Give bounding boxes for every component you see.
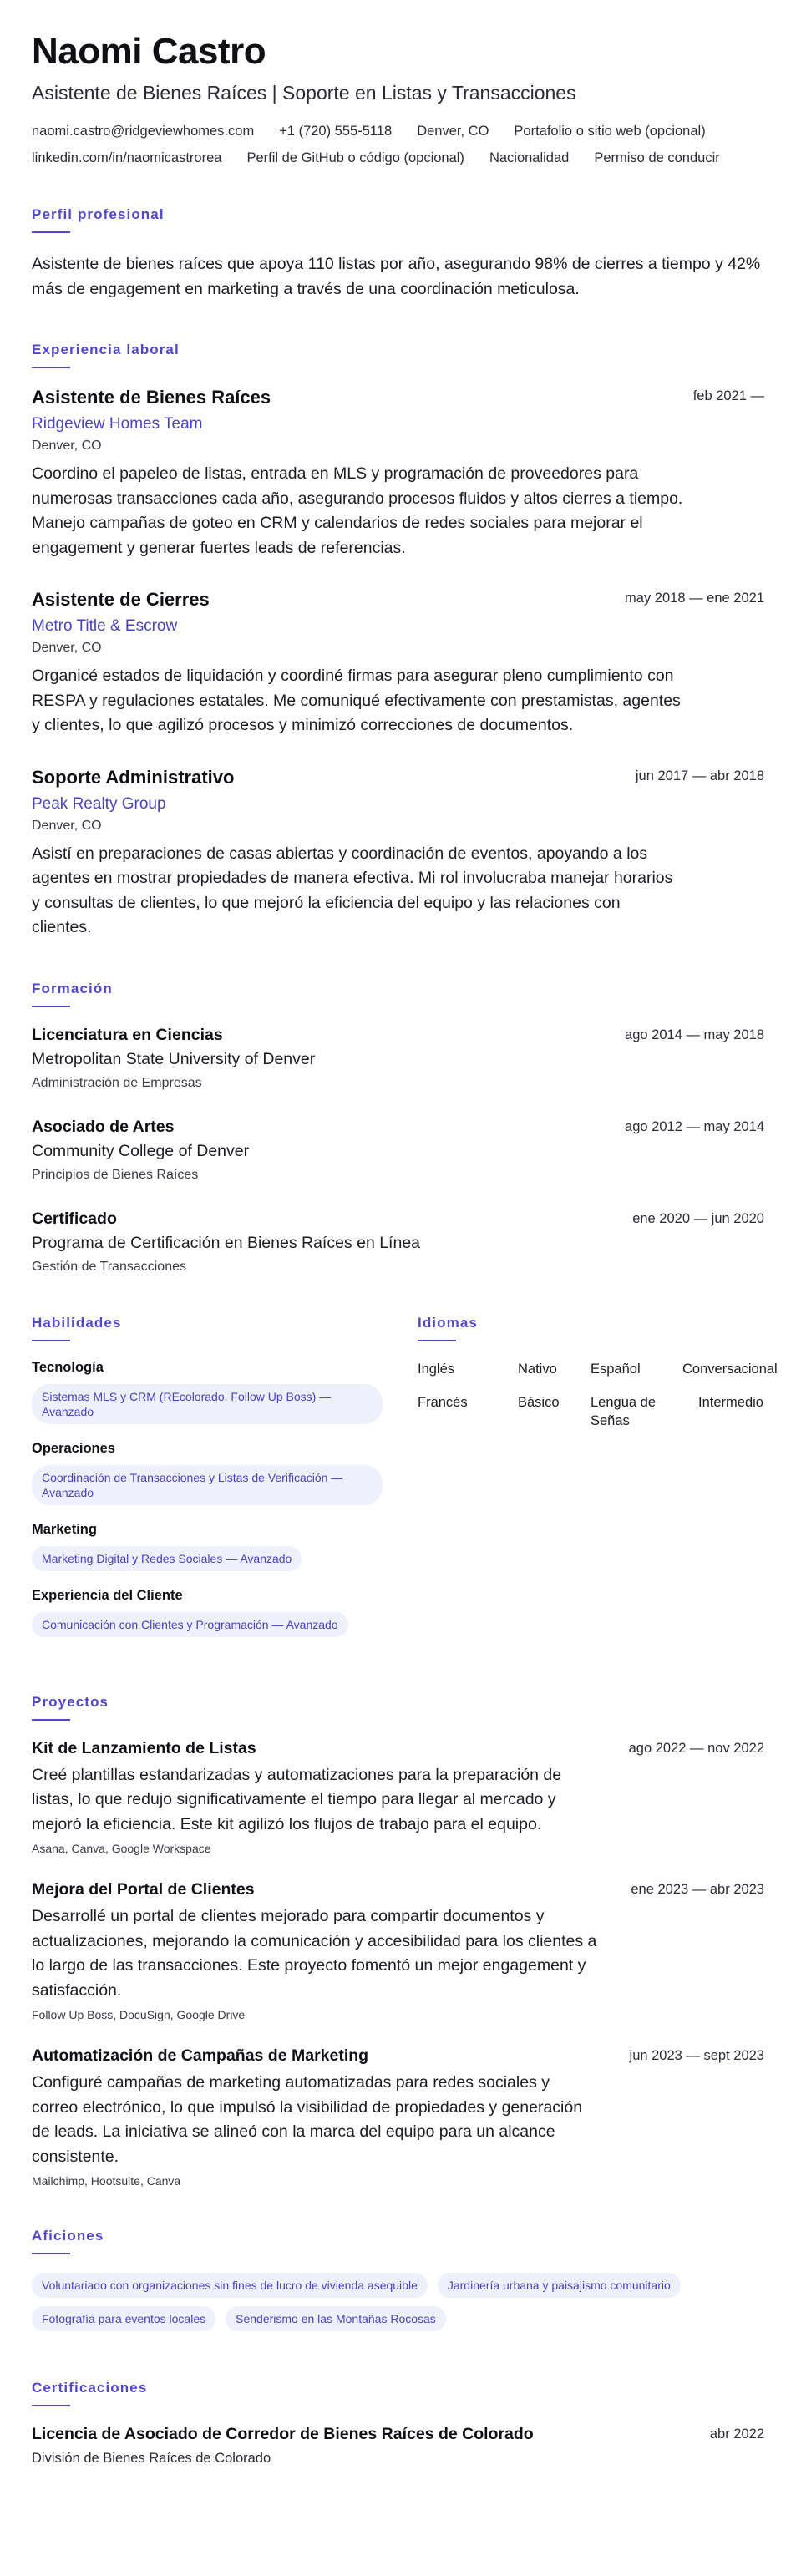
language-item [418, 1393, 591, 1430]
certification-name: Licencia de Asociado de Corredor de Bienes Raíces de Colorado [32, 2425, 534, 2444]
education-school: Community College of Denver [32, 1141, 250, 1160]
hobby-chip: Fotografía para eventos locales [32, 2306, 215, 2331]
profile-section [32, 206, 764, 302]
project-title: Mejora del Portal de Clientes [32, 1880, 255, 1899]
project-description: Configuré campañas de marketing automatizadas para redes sociales y correo electrónico, lo que impulsó la visibilidad de propiedades y generación de leads. La iniciativa se alineó con la marca del equipo para un alcance consistente. [32, 2073, 583, 2166]
hobby-chip: Jardinería urbana y paisajismo comunitario [438, 2273, 681, 2298]
section-title: Perfil profesional [32, 206, 165, 223]
project-entry [32, 2046, 764, 2188]
skill-group [32, 1360, 384, 1424]
skill-chip: Sistemas MLS y CRM (REcolorado, Follow Up Boss) — Avanzado [32, 1384, 383, 1424]
profile-summary: Asistente de bienes raíces que apoya 110 listas por año, asegurando 98% de cierres a tiempo y 42% más de engagement en marketing a través de una coordinación meticulosa. [32, 255, 761, 299]
project-entry [32, 1880, 764, 2021]
job-company: Metro Title & Escrow [32, 617, 178, 636]
project-title: Automatización de Campañas de Marketing [32, 2046, 369, 2066]
job-description: Coordino el papeleo de listas, entrada en MLS y programación de proveedores para numerosas transacciones cada año, asegurando procesos fluidos y altos cierres a tiempo. Manejo campañas de goteo en CRM y calendarios de redes sociales para mejorar el engagement y generar fuertes leads de referencias. [32, 464, 683, 557]
education-dates: ago 2012 — may 2014 [625, 1118, 764, 1134]
language-row [418, 1393, 764, 1430]
job-company: Peak Realty Group [32, 794, 166, 813]
job-dates: may 2018 — ene 2021 [625, 591, 764, 606]
language-level: Intermedio [698, 1394, 763, 1410]
skill-category: Marketing [32, 1521, 97, 1537]
headline: Asistente de Bienes Raíces | Soporte en Listas y Transacciones [32, 82, 576, 104]
education-entry [32, 1118, 764, 1183]
education-field: Administración de Empresas [32, 1075, 202, 1090]
language-name: Inglés [418, 1361, 455, 1377]
job-title: Asistente de Bienes Raíces [32, 387, 271, 408]
project-dates: ene 2023 — abr 2023 [631, 1882, 764, 1898]
hobby-chip: Senderismo en las Montañas Rocosas [226, 2306, 446, 2331]
resume-header [32, 32, 764, 166]
section-title: Idiomas [418, 1314, 478, 1331]
job-description: Organicé estados de liquidación y coordiné firmas para asegurar pleno cumplimiento con RESPA y regulaciones estatales. Me comuniqué efectivamente con prestamistas, agentes y clientes, lo que agilizó procesos y minimizó correcciones de documentos. [32, 667, 681, 735]
section-title: Proyectos [32, 1693, 109, 1710]
section-divider [32, 2405, 70, 2406]
certification-date: abr 2022 [709, 2426, 764, 2442]
section-title: Certificaciones [32, 2380, 148, 2396]
project-tools: Asana, Canva, Google Workspace [32, 1842, 211, 1856]
skill-category: Operaciones [32, 1440, 115, 1456]
projects-section [32, 1694, 764, 2188]
project-description: Creé plantillas estandarizadas y automatizaciones para la preparación de listas, lo que redujo significativamente el tiempo para llegar al mercado y mejoró la eficiencia. Este kit agilizó los flujos de trabajo para el equipo. [32, 1765, 562, 1833]
contact-portfolio[interactable]: Portafolio o sitio web (opcional) [514, 124, 706, 139]
language-name: Francés [418, 1394, 468, 1410]
candidate-name: Naomi Castro [32, 31, 266, 72]
language-item [418, 1360, 591, 1378]
language-name: Lengua de Señas [591, 1394, 656, 1428]
hobby-chip: Voluntariado con organizaciones sin fines de lucro de vivienda asequible [32, 2273, 428, 2298]
job-title: Asistente de Cierres [32, 589, 210, 611]
education-section [32, 981, 764, 1275]
language-row [418, 1360, 778, 1378]
hobby-list [32, 2273, 767, 2340]
language-level: Básico [518, 1394, 560, 1410]
skill-chip: Comunicación con Clientes y Programación — Avanzado [32, 1612, 348, 1637]
contact-linkedin[interactable]: linkedin.com/in/naomicastrorea [32, 150, 222, 166]
contact-license: Permiso de conducir [594, 150, 720, 166]
education-dates: ene 2020 — jun 2020 [632, 1210, 764, 1226]
languages-section [418, 1314, 778, 1654]
skill-chip: Coordinación de Transacciones y Listas de Verificación — Avanzado [32, 1465, 383, 1505]
certifications-section [32, 2380, 764, 2467]
job-location: Denver, CO [32, 439, 102, 454]
skill-group [32, 1522, 384, 1571]
job-entry [32, 387, 764, 560]
certification-issuer: División de Bienes Raíces de Colorado [32, 2451, 271, 2467]
section-title: Experiencia laboral [32, 342, 180, 358]
section-divider [32, 2253, 70, 2254]
contact-nationality: Nacionalidad [489, 150, 570, 166]
experience-section [32, 342, 764, 941]
contact-phone: +1 (720) 555-5118 [279, 124, 393, 139]
job-entry [32, 767, 764, 941]
skill-category: Tecnología [32, 1359, 104, 1375]
section-divider [32, 1340, 70, 1341]
contact-location: Denver, CO [417, 124, 489, 139]
contact-github[interactable]: Perfil de GitHub o código (opcional) [246, 150, 464, 166]
education-degree: Certificado [32, 1209, 117, 1228]
education-field: Gestión de Transacciones [32, 1259, 186, 1274]
job-title: Soporte Administrativo [32, 766, 235, 788]
education-dates: ago 2014 — may 2018 [625, 1027, 764, 1042]
section-title: Aficiones [32, 2228, 104, 2244]
skills-languages-row [32, 1314, 778, 1654]
section-divider [32, 1719, 70, 1721]
skill-chip: Marketing Digital y Redes Sociales — Avanzado [32, 1546, 302, 1571]
job-dates: jun 2017 — abr 2018 [635, 768, 764, 783]
certification-entry [32, 2425, 764, 2467]
job-entry [32, 589, 764, 738]
section-divider [32, 1006, 70, 1007]
job-company: Ridgeview Homes Team [32, 415, 203, 434]
education-field: Principios de Bienes Raíces [32, 1167, 199, 1182]
job-dates: feb 2021 — [692, 388, 764, 404]
project-dates: jun 2023 — sept 2023 [629, 2048, 764, 2064]
skills-section [32, 1315, 384, 1654]
project-title: Kit de Lanzamiento de Listas [32, 1738, 256, 1757]
section-title: Habilidades [32, 1314, 122, 1331]
project-entry [32, 1739, 764, 1856]
project-tools: Follow Up Boss, DocuSign, Google Drive [32, 2008, 246, 2022]
education-entry [32, 1026, 764, 1091]
project-dates: ago 2022 — nov 2022 [628, 1740, 764, 1756]
education-degree: Licenciatura en Ciencias [32, 1025, 223, 1044]
education-entry [32, 1209, 764, 1275]
language-name: Español [591, 1361, 641, 1377]
hobbies-section [32, 2228, 764, 2340]
skill-category: Experiencia del Cliente [32, 1587, 183, 1603]
language-item [591, 1360, 778, 1378]
language-level: Nativo [518, 1361, 557, 1377]
language-item [591, 1393, 763, 1430]
language-level: Conversacional [682, 1361, 778, 1377]
education-school: Metropolitan State University of Denver [32, 1049, 316, 1068]
job-location: Denver, CO [32, 818, 102, 833]
section-divider [32, 231, 70, 233]
contact-list [32, 123, 750, 166]
contact-email[interactable]: naomi.castro@ridgeviewhomes.com [32, 124, 255, 139]
education-degree: Asociado de Artes [32, 1117, 175, 1136]
section-title: Formación [32, 980, 113, 996]
education-school: Programa de Certificación en Bienes Raíces en Línea [32, 1233, 421, 1252]
skill-group [32, 1588, 384, 1637]
job-description: Asistí en preparaciones de casas abiertas y coordinación de eventos, apoyando a los agentes en mostrar propiedades de manera efectiva. Mi rol involucraba manejar horarios y consultas de clientes, lo que mejoró la eficiencia del equipo y las relaciones con clientes. [32, 844, 673, 937]
section-divider [418, 1340, 456, 1341]
project-tools: Mailchimp, Hootsuite, Canva [32, 2174, 181, 2188]
skill-group [32, 1441, 384, 1505]
job-location: Denver, CO [32, 641, 102, 656]
project-description: Desarrollé un portal de clientes mejorado para compartir documentos y actualizaciones, mejorando la comunicación y accesibilidad para los clientes a lo largo de las transacciones. Este proyecto fomentó un mejor engagement y satisfacción. [32, 1907, 597, 2000]
section-divider [32, 367, 70, 368]
